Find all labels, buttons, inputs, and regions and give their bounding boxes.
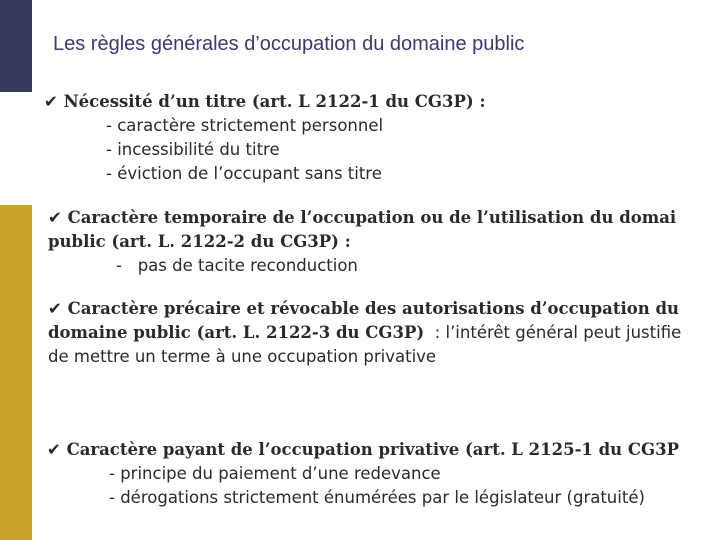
heading-text: Caractère précaire et révocable des autorisations d’occupation du: [67, 299, 680, 318]
list-item: - pas de tacite reconduction: [116, 256, 358, 275]
section-title-requirement: [44, 90, 486, 186]
list-item: - éviction de l’occupant sans titre: [106, 164, 382, 183]
accent-bar-navy: [0, 0, 32, 92]
list-item: - dérogations strictement énumérées par le législateur (gratuité): [109, 488, 645, 507]
section-temporary: [48, 206, 676, 278]
section-heading: [47, 438, 679, 462]
heading-continuation: public (art. L. 2122-2 du CG3P) :: [48, 232, 351, 251]
heading-rest: : l’intérêt général peut justifie: [424, 323, 682, 342]
list-item: - principe du paiement d’une redevance: [109, 464, 441, 483]
section-paid: [47, 438, 679, 510]
section-heading: [44, 90, 486, 114]
heading-text: Caractère temporaire de l’occupation ou de l’utilisation du domai: [67, 208, 677, 227]
slide-title: Les règles générales d’occupation du domaine public: [53, 33, 525, 55]
section-precarious: [48, 297, 681, 369]
checkmark-icon: ✔: [47, 440, 61, 459]
checkmark-icon: ✔: [48, 299, 62, 318]
heading-continuation: de mettre un terme à une occupation privative: [48, 347, 437, 366]
checkmark-icon: ✔: [48, 208, 62, 227]
section-heading: [48, 297, 681, 321]
list-item: - caractère strictement personnel: [106, 116, 384, 135]
list-item: - incessibilité du titre: [106, 140, 280, 159]
heading-text: Caractère payant de l’occupation privative (art. L 2125-1 du CG3P: [66, 440, 680, 459]
section-heading: [48, 206, 676, 230]
accent-bar-gold: [0, 205, 32, 540]
checkmark-icon: ✔: [44, 92, 58, 111]
heading-continuation: [48, 321, 681, 345]
heading-text: Nécessité d’un titre (art. L 2122-1 du CG3P) :: [63, 92, 486, 111]
heading-bold-part: domaine public (art. L. 2122-3 du CG3P): [48, 323, 425, 342]
